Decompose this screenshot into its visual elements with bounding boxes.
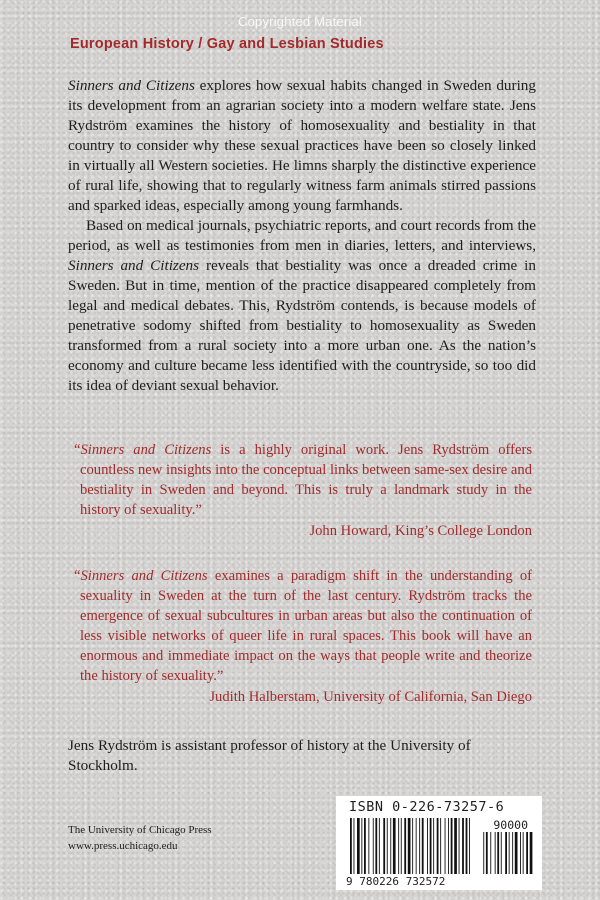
barcode-bars <box>344 818 534 876</box>
book-title: Sinners and Citizens <box>68 257 200 274</box>
isbn-number: ISBN 0-226-73257-6 <box>349 799 505 815</box>
description-text: reveals that bestiality was once a dreaded crime in Sweden. But in time, mention of the practice disappeared completely from legal and medical debates. This, Rydström contends, is because models of penetrative sodomy shifted from bestiality to homosexuality as Sweden transformed from a rural society into a more urban one. As the nation’s economy and culture became less identified with the countryside, so too did its idea of deviant sexual behavior. <box>68 257 537 394</box>
description-paragraph-2 <box>68 216 536 396</box>
publisher-name: The University of Chicago Press <box>68 824 212 836</box>
author-bio: Jens Rydström is assistant professor of history at the University of Stockholm. <box>68 737 471 774</box>
description-paragraph-1 <box>68 76 536 216</box>
publisher-info <box>68 822 212 854</box>
isbn-barcode <box>336 796 542 890</box>
category-heading: European History / Gay and Lesbian Studies <box>70 36 384 52</box>
description-text: explores how sexual habits changed in Sweden during its development from an agrarian society into a modern welfare state. Jens Rydström examines the history of homosexuality and bestiality in that country to consider why these sexual practices have been so closely linked in virtually all Western societies. He limns sharply the distinctive experience of rural life, showing that to regularly witness farm animals stirred passions and sparked ideas, especially among young farmhands. <box>68 77 536 214</box>
book-description <box>68 76 536 396</box>
quote-body: examines a paradigm shift in the understanding of sexuality in Sweden at the turn of the last century. Rydström tracks the emergence of sexual subcultures in urban areas but also the continuation of less visible networks of queer life in rural spaces. This book will have an enormous and immediate impact on the ways that people write and theorize the history of sexuality.” <box>80 568 533 684</box>
quote-open-mark: “ <box>74 568 81 584</box>
price-code: 90000 <box>493 818 528 832</box>
quote-body: is a highly original work. Jens Rydström offers countless new insights into the conceptual links between same-sex desire and bestiality in Sweden and beyond. This is truly a landmark study in the history of sexuality.” <box>80 442 532 518</box>
book-title: Sinners and Citizens <box>80 568 208 584</box>
blurb-quote-1 <box>74 440 532 541</box>
book-title: Sinners and Citizens <box>80 442 212 458</box>
blurb-quote-2 <box>74 566 533 707</box>
quote-attribution: John Howard, King’s College London <box>309 523 532 539</box>
quote-open-mark: “ <box>74 442 81 458</box>
book-title: Sinners and Citizens <box>68 77 195 94</box>
quote-attribution: Judith Halberstam, University of California, San Diego <box>209 689 532 705</box>
publisher-url: www.press.uchicago.edu <box>68 840 178 852</box>
copyright-watermark: Copyrighted Material <box>238 14 362 29</box>
quote-text <box>74 566 533 686</box>
barcode-digits: 9 780226 732572 <box>346 875 446 888</box>
quote-text <box>74 440 532 520</box>
description-text: Based on medical journals, psychiatric reports, and court records from the period, as well as testimonies from men in diaries, letters, and interviews, <box>68 217 536 254</box>
